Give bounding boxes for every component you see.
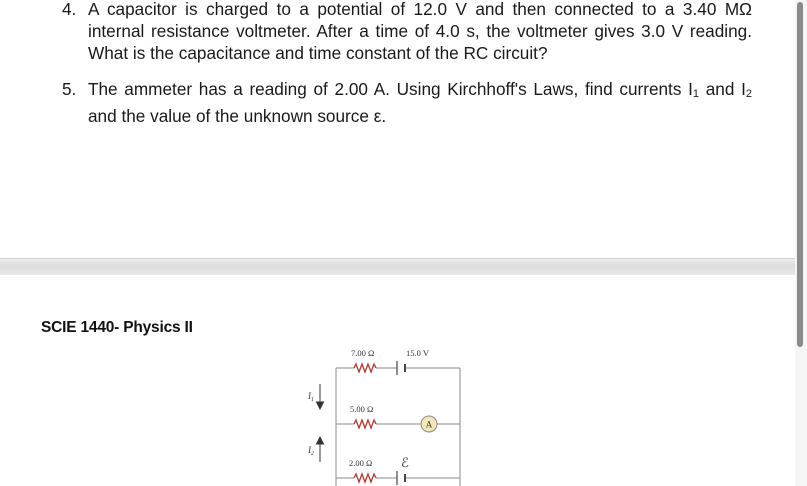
resistor-7-ohm [354,364,376,372]
question-text: A capacitor is charged to a potential of 12.0 V and then connected to a 3.40 MΩ internal resistance voltmeter. After a time of 4.0 s, the voltmeter gives 3.0 V reading. What is the capacitance and time constant of the RC circuit? [88,0,752,63]
scrollbar-thumb[interactable] [797,2,803,347]
current-label-i1: $I_1$ [308,391,314,403]
resistor-5-ohm [354,420,376,428]
arrow-head-down-icon [317,402,324,409]
ammeter-label: A [425,419,433,430]
course-header: SCIE 1440- Physics II [41,319,193,336]
arrow-head-up-icon [317,437,324,444]
question-text: The ammeter has a reading of 2.00 A. Using Kirchhoff's Laws, find currents I1 and I2 and the value of the unknown source ε. [88,79,752,126]
question-number: 5. [62,79,77,99]
battery-label-top: 15.0 V [406,348,429,358]
emf-label: ℰ [401,455,409,470]
question-number: 4. [62,0,77,19]
resistor-label-middle: 5.00 Ω [350,404,374,414]
resistor-label-top: 7.00 Ω [351,348,375,358]
current-label-i2: $I_2$ [308,445,314,457]
resistor-label-bottom: 2.00 Ω [349,458,373,468]
resistor-2-ohm [354,474,376,482]
